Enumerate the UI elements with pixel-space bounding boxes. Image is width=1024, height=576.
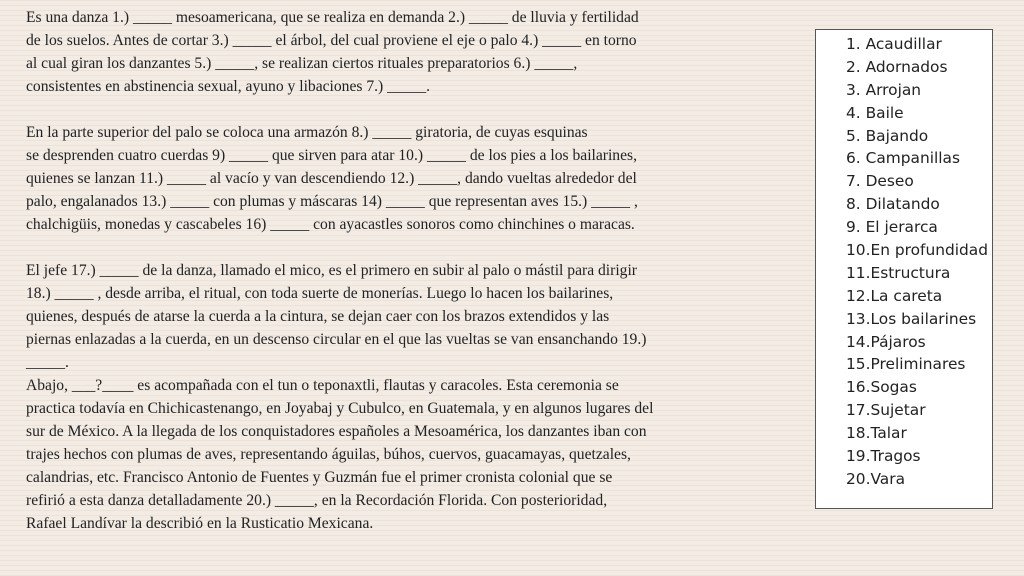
answer-item: 8. Dilatando xyxy=(846,195,940,214)
passage-line: En la parte superior del palo se coloca una armazón 8.) _____ giratoria, de cuyas esquinas xyxy=(26,124,588,141)
paragraph-gap xyxy=(26,98,806,121)
passage-line: _____. xyxy=(26,354,69,371)
answer-item: 10.En profundidad xyxy=(846,241,988,260)
answer-item: 7. Deseo xyxy=(846,172,914,191)
answer-item: 2. Adornados xyxy=(846,57,948,76)
answer-item: 3. Arrojan xyxy=(846,80,922,99)
answer-item: 9. El jerarca xyxy=(846,218,938,237)
passage-text xyxy=(26,6,806,535)
answer-item: 12.La careta xyxy=(846,286,943,305)
answer-item: 5. Bajando xyxy=(846,126,929,145)
passage-line: El jefe 17.) _____ de la danza, llamado el mico, es el primero en subir al palo o mástil para dirigir xyxy=(26,262,637,279)
passage-line: Es una danza 1.) _____ mesoamericana, que se realiza en demanda 2.) _____ de lluvia y fertilidad xyxy=(26,9,639,26)
passage-line: practica todavía en Chichicastenango, en Joyabaj y Cubulco, en Guatemala, y en algunos lugares del xyxy=(26,400,654,417)
answer-item: 15.Preliminares xyxy=(846,355,966,374)
paragraph-gap xyxy=(26,236,806,259)
passage-line: refirió a esta danza detalladamente 20.) _____, en la Recordación Florida. Con posterioridad, xyxy=(26,492,608,509)
answer-item: 6. Campanillas xyxy=(846,149,960,168)
passage-line: 18.) _____ , desde arriba, el ritual, con toda suerte de monerías. Luego lo hacen los bailarines, xyxy=(26,285,614,302)
answer-item: 11.Estructura xyxy=(846,263,951,282)
answer-item: 18.Talar xyxy=(846,424,907,443)
passage-line: chalchigüis, monedas y cascabeles 16) _____ con ayacastles sonoros como chinchines o maracas. xyxy=(26,216,635,233)
passage-line: calandrias, etc. Francisco Antonio de Fuentes y Guzmán fue el primer cronista colonial que se xyxy=(26,469,613,486)
answer-item: 16.Sogas xyxy=(846,378,917,397)
passage-line: palo, engalanados 13.) _____ con plumas y máscaras 14) _____ que representan aves 15.) _____ , xyxy=(26,193,638,210)
passage-line: quienes, después de atarse la cuerda a la cintura, se dejan caer con los brazos extendidos y las xyxy=(26,308,610,325)
passage-line: al cual giran los danzantes 5.) _____, se realizan ciertos rituales preparatorios 6.) _____, xyxy=(26,55,578,72)
passage-line: sur de México. A la llegada de los conquistadores españoles a Mesoamérica, los danzantes iban con xyxy=(26,423,647,440)
answer-item: 13.Los bailarines xyxy=(846,309,977,328)
passage-line: consistentes en abstinencia sexual, ayuno y libaciones 7.) _____. xyxy=(26,78,431,95)
answer-item: 1. Acaudillar xyxy=(846,35,942,53)
answer-item: 14.Pájaros xyxy=(846,332,926,351)
passage-line: Abajo, ___?____ es acompañada con el tun o teponaxtli, flautas y caracoles. Esta ceremonia se xyxy=(26,377,619,394)
passage-line: de los suelos. Antes de cortar 3.) _____ el árbol, del cual proviene el eje o palo 4.) _____ en torno xyxy=(26,32,637,49)
passage-line: piernas enlazadas a la cuerda, en un descenso circular en el que las vueltas se van ensanchando 19.) xyxy=(26,331,647,348)
answer-bank-list xyxy=(846,33,988,491)
passage-line: trajes hechos con plumas de aves, representando águilas, búhos, cuervos, guacamayas, quetzales, xyxy=(26,446,631,463)
passage-line: Rafael Landívar la describió en la Rusticatio Mexicana. xyxy=(26,515,374,532)
answer-bank-box xyxy=(815,29,993,509)
answer-item: 4. Baile xyxy=(846,103,904,122)
answer-item: 17.Sujetar xyxy=(846,401,926,420)
passage-line: quienes se lanzan 11.) _____ al vacío y van descendiendo 12.) _____, dando vueltas alrededor del xyxy=(26,170,637,187)
answer-item: 19.Tragos xyxy=(846,447,921,466)
answer-item: 20.Vara xyxy=(846,469,905,488)
passage-line: se desprenden cuatro cuerdas 9) _____ que sirven para atar 10.) _____ de los pies a los bailarines, xyxy=(26,147,637,164)
